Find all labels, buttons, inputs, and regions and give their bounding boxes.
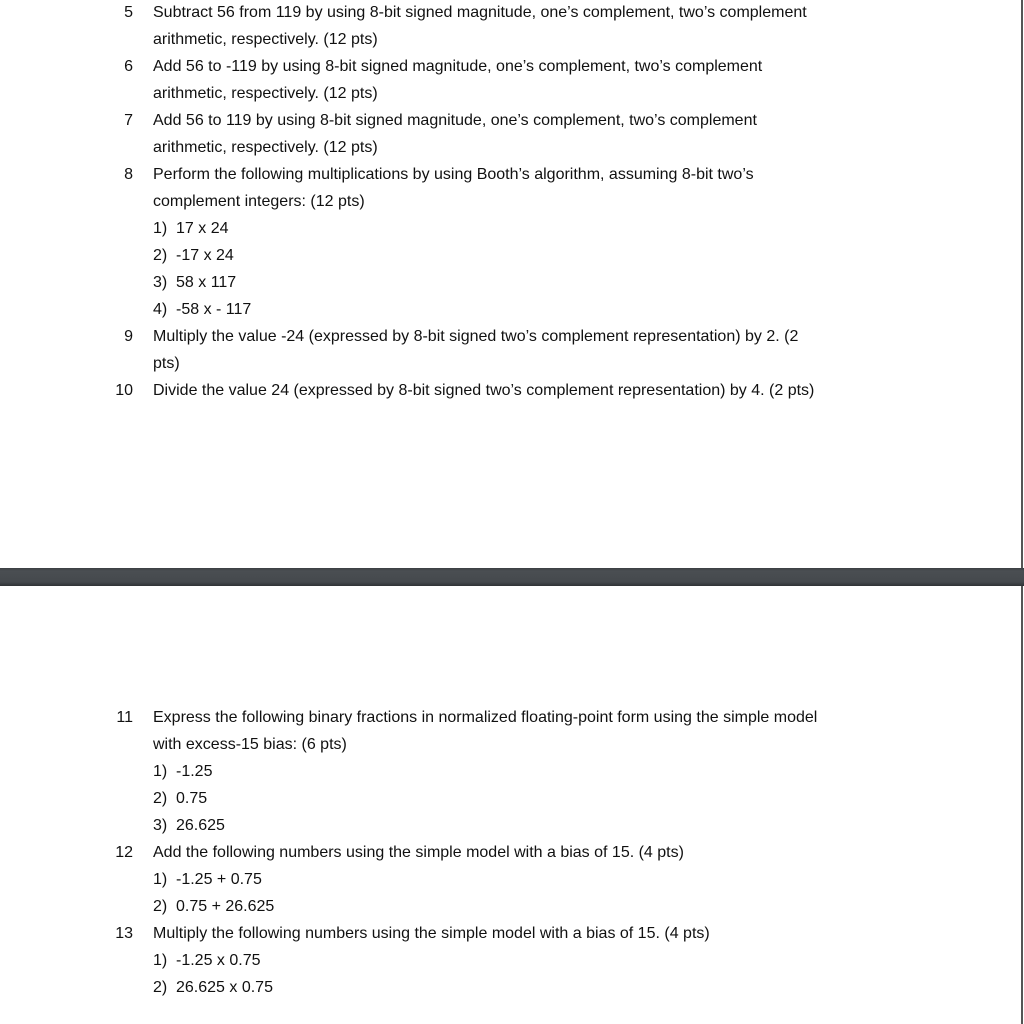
question-line: Subtract 56 from 119 by using 8-bit signed magnitude, one’s complement, two’s complement <box>153 4 807 21</box>
sub-item <box>153 269 1000 296</box>
question-number: 11 <box>116 709 133 726</box>
question-line: Perform the following multiplications by using Booth’s algorithm, assuming 8-bit two’s <box>153 166 754 183</box>
sub-item-label: 2) <box>153 790 168 807</box>
question-line: arithmetic, respectively. (12 pts) <box>153 139 378 156</box>
sub-item <box>153 812 1000 839</box>
sub-item-label: 1) <box>153 871 168 888</box>
question-text <box>153 920 1000 1001</box>
sub-item-text: 26.625 <box>176 817 225 834</box>
question-6 <box>0 53 1000 107</box>
sub-item-text: 26.625 x 0.75 <box>176 979 273 996</box>
sub-item-label: 2) <box>153 898 168 915</box>
sub-item <box>153 947 1000 974</box>
question-text <box>153 839 1000 920</box>
question-9 <box>0 323 1000 377</box>
sub-item-text: 0.75 + 26.625 <box>176 898 275 915</box>
question-line: arithmetic, respectively. (12 pts) <box>153 85 378 102</box>
question-number: 9 <box>124 328 133 345</box>
sub-item-label: 2) <box>153 247 168 264</box>
sub-item-text: -58 x - 117 <box>176 301 252 318</box>
question-line: Multiply the following numbers using the simple model with a bias of 15. (4 pts) <box>153 925 710 942</box>
question-12 <box>0 839 1000 920</box>
sub-item-label: 3) <box>153 274 168 291</box>
sub-item <box>153 785 1000 812</box>
sub-item-label: 1) <box>153 952 168 969</box>
document-page-2 <box>0 586 1023 1024</box>
question-number: 12 <box>115 844 133 861</box>
question-text <box>153 161 1000 323</box>
question-line: Divide the value 24 (expressed by 8-bit signed two’s complement representation) by 4. (2 pts) <box>153 382 815 399</box>
question-text <box>153 323 1000 377</box>
question-line: pts) <box>153 355 180 372</box>
sub-item <box>153 866 1000 893</box>
sub-item <box>153 215 1000 242</box>
page-separator <box>0 568 1024 586</box>
sub-item <box>153 893 1000 920</box>
question-number: 8 <box>124 166 133 183</box>
question-text <box>153 377 1000 404</box>
question-number: 5 <box>124 4 133 21</box>
question-number: 7 <box>124 112 133 129</box>
question-13 <box>0 920 1000 1001</box>
question-text <box>153 53 1000 107</box>
question-text <box>153 107 1000 161</box>
question-line: Add 56 to -119 by using 8-bit signed magnitude, one’s complement, two’s complement <box>153 58 763 75</box>
question-text <box>153 704 1000 839</box>
sub-item-label: 3) <box>153 817 168 834</box>
sub-item-label: 2) <box>153 979 168 996</box>
question-line: complement integers: (12 pts) <box>153 193 365 210</box>
question-7 <box>0 107 1000 161</box>
question-8 <box>0 161 1000 323</box>
sub-item-text: 0.75 <box>176 790 208 807</box>
sub-item-label: 4) <box>153 301 168 318</box>
question-line: arithmetic, respectively. (12 pts) <box>153 31 378 48</box>
sub-item <box>153 974 1000 1001</box>
sub-item-text: 17 x 24 <box>176 220 229 237</box>
question-list-page-2 <box>0 704 1000 1001</box>
sub-item <box>153 296 1000 323</box>
question-line: Add 56 to 119 by using 8-bit signed magnitude, one’s complement, two’s complement <box>153 112 757 129</box>
question-5 <box>0 0 1000 53</box>
sub-item-label: 1) <box>153 220 168 237</box>
sub-item-text: -17 x 24 <box>176 247 234 264</box>
question-line: Add the following numbers using the simple model with a bias of 15. (4 pts) <box>153 844 684 861</box>
sub-item <box>153 758 1000 785</box>
question-line: Express the following binary fractions in normalized floating-point form using the simple model <box>153 709 818 726</box>
question-line: Multiply the value -24 (expressed by 8-bit signed two’s complement representation) by 2. (2 <box>153 328 799 345</box>
sub-item-label: 1) <box>153 763 168 780</box>
question-number: 13 <box>115 925 133 942</box>
sub-item-text: -1.25 + 0.75 <box>176 871 262 888</box>
question-10 <box>0 377 1000 404</box>
question-text <box>153 0 1000 53</box>
question-line: with excess-15 bias: (6 pts) <box>153 736 347 753</box>
question-list-page-1 <box>0 0 1000 404</box>
question-11 <box>0 704 1000 839</box>
sub-item <box>153 242 1000 269</box>
sub-item-text: 58 x 117 <box>176 274 237 291</box>
question-number: 6 <box>124 58 133 75</box>
sub-item-text: -1.25 x 0.75 <box>176 952 261 969</box>
sub-item-text: -1.25 <box>176 763 213 780</box>
question-number: 10 <box>115 382 133 399</box>
